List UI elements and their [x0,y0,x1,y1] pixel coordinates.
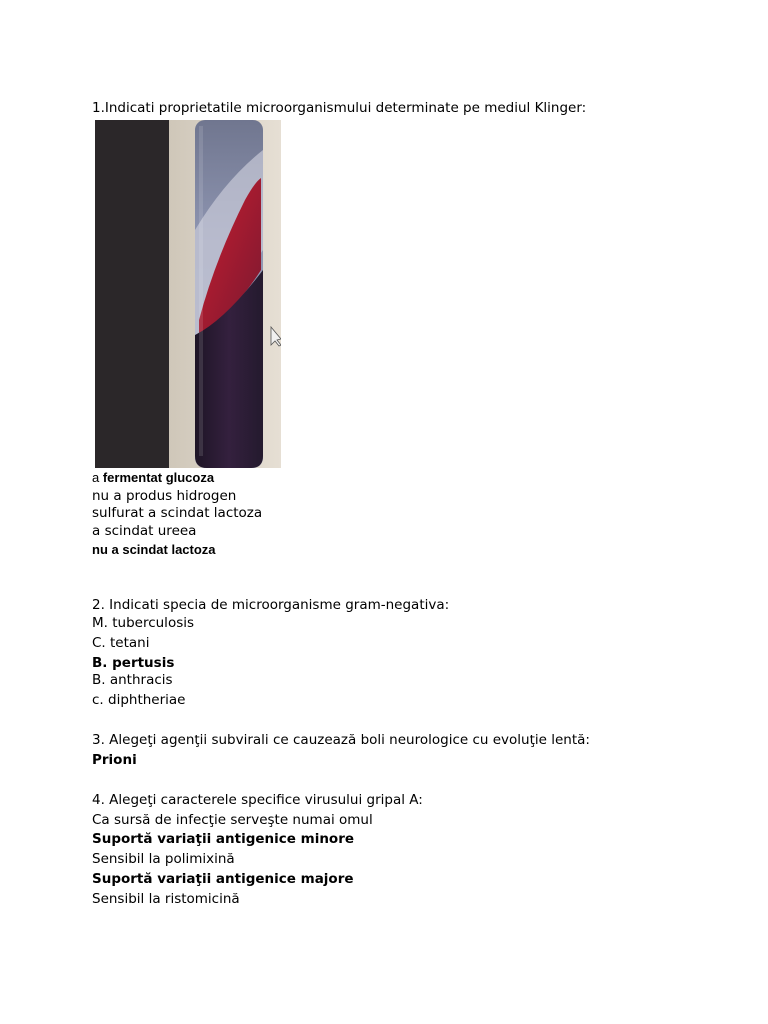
q3-option-1: Prioni [92,752,137,768]
q4-option-4: Suportă variaţii antigenice majore [92,871,354,887]
test-tube-photo [95,120,281,468]
q2-option-3: B. pertusis [92,655,175,671]
question-3-title: 3. Alegeţi agenţii subvirali ce cauzează boli neurologice cu evoluţie lentă: [92,732,590,748]
q2-option-4: B. anthracis [92,672,173,688]
q1-answer-1-prefix: a [92,470,103,485]
question-2-title: 2. Indicati specia de microorganisme gram-negativa: [92,597,450,613]
q1-answer-2: nu a produs hidrogen [92,488,237,504]
q4-option-1: Ca sursă de infecţie serveşte numai omul [92,812,373,828]
q1-answer-5: nu a scindat lactoza [92,542,216,557]
q1-answer-4: a scindat ureea [92,523,197,539]
question-4-title: 4. Alegeţi caracterele specifice virusului gripal A: [92,792,423,808]
q4-option-3: Sensibil la polimixină [92,851,235,867]
q4-option-2: Suportă variaţii antigenice minore [92,831,355,847]
q2-option-1: M. tuberculosis [92,615,195,631]
q4-option-5: Sensibil la ristomicină [92,891,240,907]
q1-answer-1 [92,469,214,487]
q1-answer-3: sulfurat a scindat lactoza [92,505,263,521]
question-1-title: 1.Indicati proprietatile microorganismului determinate pe mediul Klinger: [92,100,587,116]
q2-option-2: C. tetani [92,635,150,651]
q1-answer-1-text: fermentat glucoza [102,470,215,485]
q2-option-5: c. diphtheriae [92,692,186,708]
